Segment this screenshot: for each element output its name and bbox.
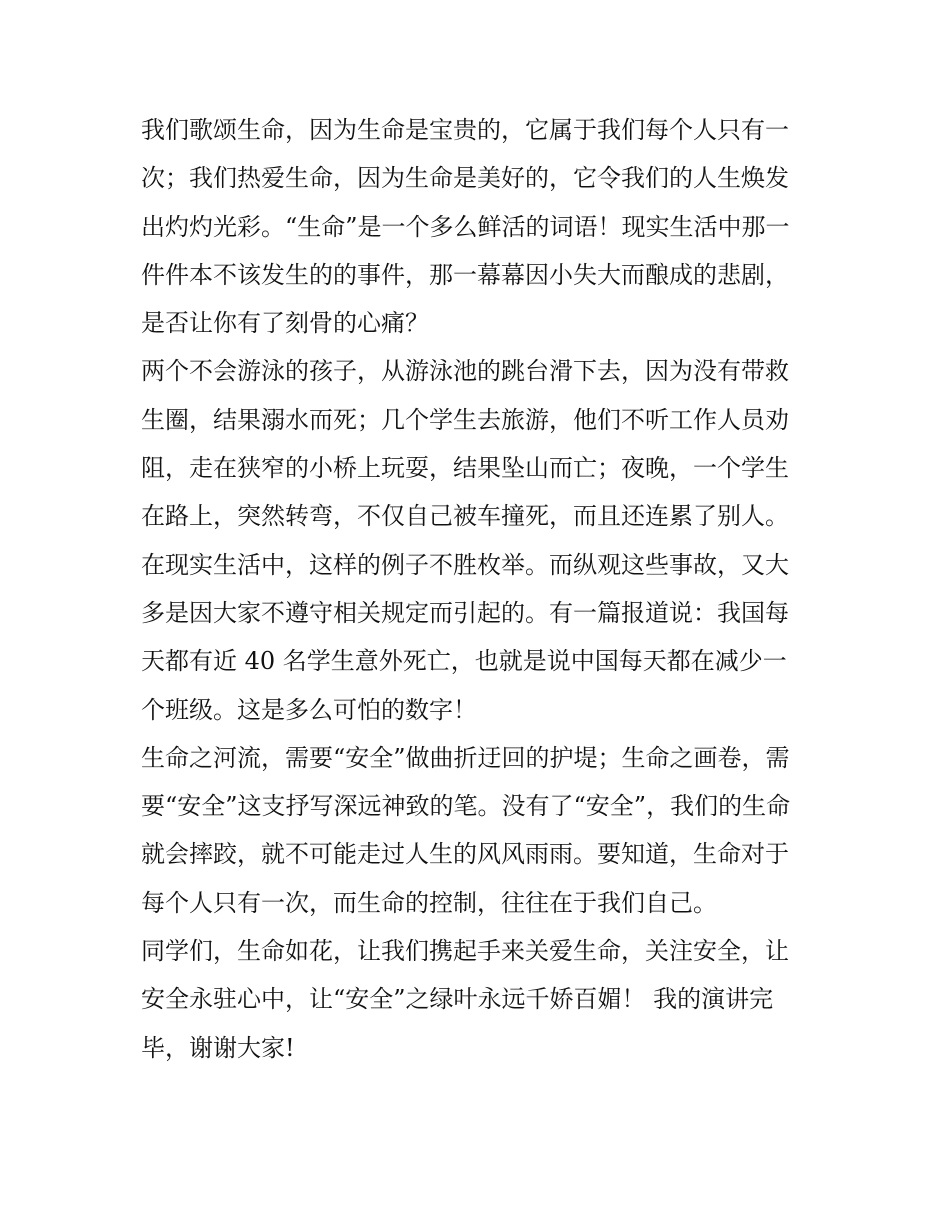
text-line: 天都有近 40 名学生意外死亡，也就是说中国每天都在减少一 — [141, 647, 787, 676]
text-line: 每个人只有一次，而生命的控制，往往在于我们自己。 — [141, 888, 717, 917]
text-line: 在路上，突然转弯，不仅自己被车撞死，而且还连累了别人。 — [141, 502, 789, 531]
document-page — [141, 106, 813, 1072]
text-line: 生命之河流，需要“安全”做曲折迂回的护堤；生命之画卷，需 — [141, 743, 790, 772]
text-line: 两个不会游泳的孩子，从游泳池的跳台滑下去，因为没有带救 — [141, 357, 789, 386]
text-line: 次；我们热爱生命，因为生命是美好的，它令我们的人生焕发 — [141, 164, 789, 193]
text-line: 安全永驻心中，让“安全”之绿叶永远千娇百媚！ 我的演讲完 — [141, 985, 774, 1014]
paragraph-3 — [141, 734, 813, 927]
text-line: 在现实生活中，这样的例子不胜枚举。而纵观这些事故，又大 — [141, 550, 789, 579]
paragraph-2 — [141, 347, 813, 733]
text-line: 阻，走在狭窄的小桥上玩耍，结果坠山而亡；夜晚，一个学生 — [141, 454, 789, 483]
text-line: 要“安全”这支抒写深远神致的笔。没有了“安全”，我们的生命 — [141, 792, 791, 821]
text-line: 毕，谢谢大家! — [141, 1033, 295, 1062]
text-line: 就会摔跤，就不可能走过人生的风风雨雨。要知道，生命对于 — [141, 840, 789, 869]
text-line: 多是因大家不遵守相关规定而引起的。有一篇报道说：我国每 — [141, 598, 789, 627]
paragraph-4 — [141, 927, 813, 1072]
text-line: 出灼灼光彩。“生命”是一个多么鲜活的词语！现实生活中那一 — [141, 212, 790, 241]
text-line: 同学们，生命如花，让我们携起手来关爱生命，关注安全，让 — [141, 937, 789, 966]
paragraph-1 — [141, 106, 813, 347]
text-line: 是否让你有了刻骨的心痛？ — [141, 309, 429, 338]
text-line: 件件本不该发生的的事件，那一幕幕因小失大而酿成的悲剧， — [141, 260, 789, 289]
text-line: 我们歌颂生命，因为生命是宝贵的，它属于我们每个人只有一 — [141, 116, 789, 144]
text-line: 生圈，结果溺水而死；几个学生去旅游，他们不听工作人员劝 — [141, 405, 789, 434]
text-line: 个班级。这是多么可怕的数字！ — [141, 695, 477, 724]
